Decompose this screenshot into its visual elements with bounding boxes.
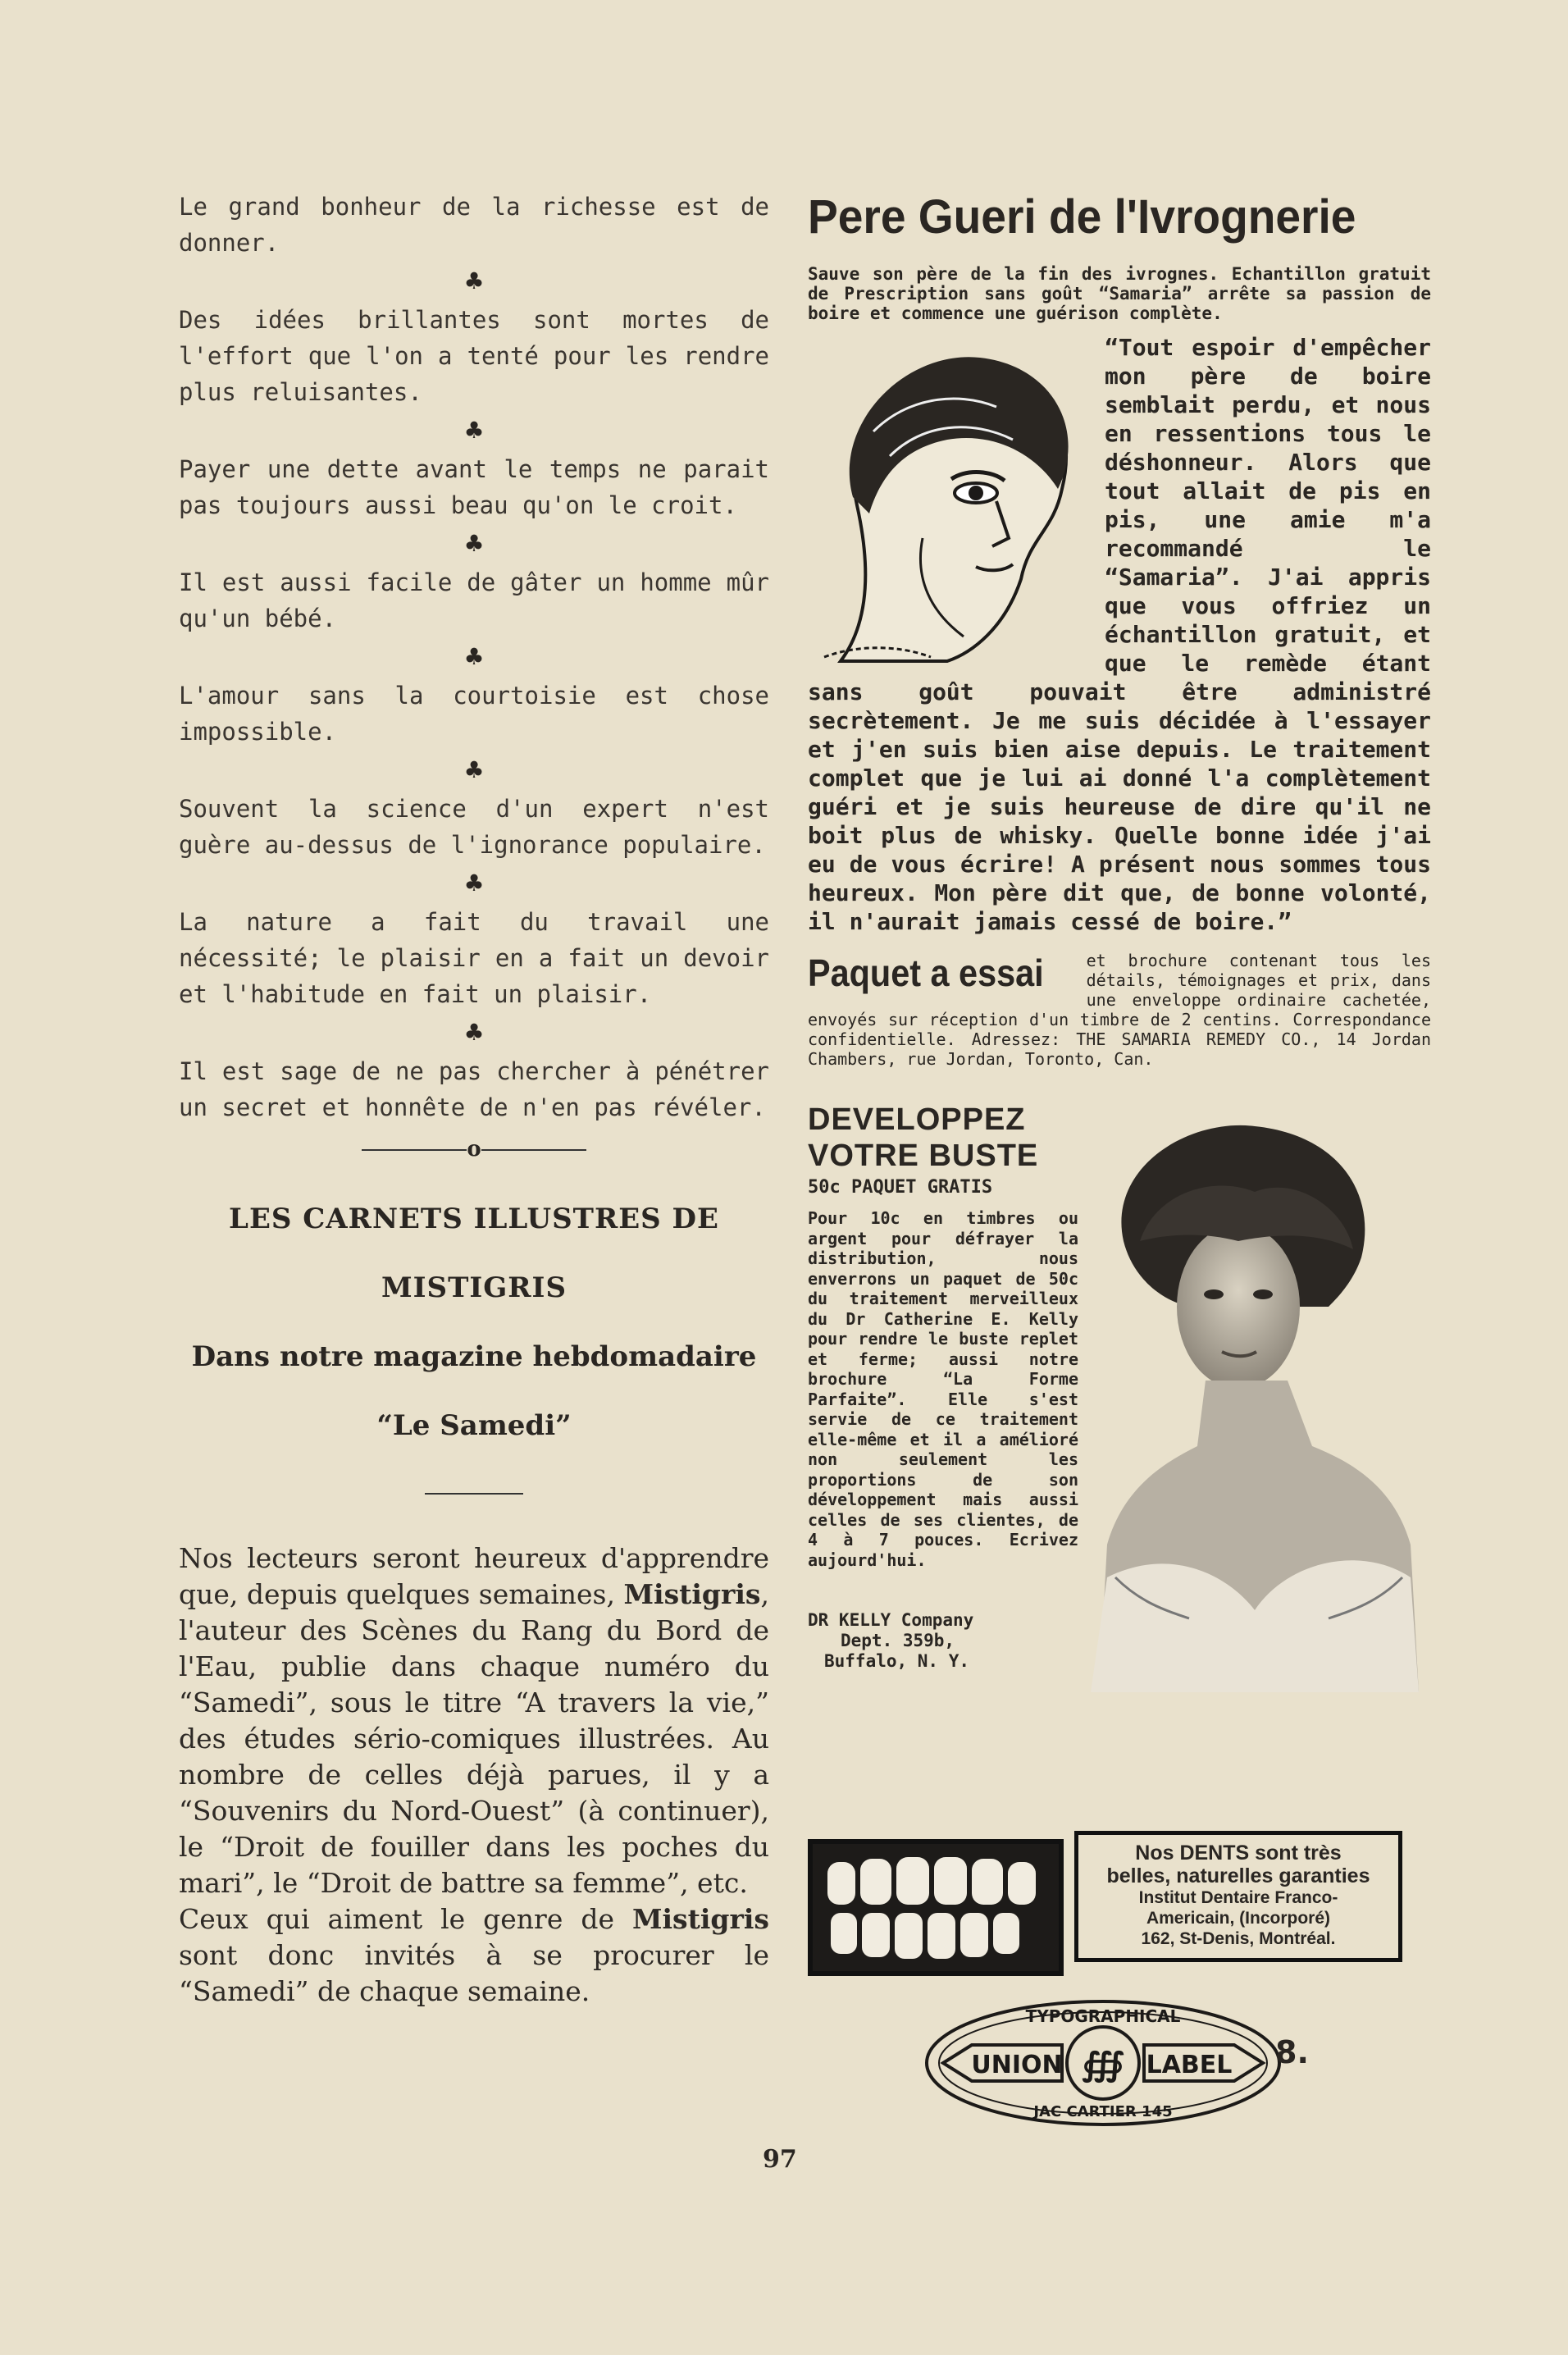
club-ornament-icon: ♣ — [463, 756, 485, 783]
section-divider: o — [179, 1137, 769, 1162]
club-ornament-icon: ♣ — [463, 643, 485, 670]
buste-headline-2: VOTRE BUSTE — [808, 1139, 1039, 1173]
carnets-body-paragraph-2: Ceux qui aiment le genre de Mistigris sont donc invités à se procurer le “Samedi” de chaque semaine. — [179, 1903, 769, 2007]
svg-text:∰: ∰ — [1081, 2046, 1125, 2083]
club-ornament-icon: ♣ — [463, 530, 485, 557]
maxim-6: Souvent la science d'un expert n'est guère au-dessus de l'ignorance populaire. — [179, 795, 769, 859]
buste-headline-1: DEVELOPPEZ — [808, 1102, 1026, 1137]
carnets-title: LES CARNETS ILLUSTRES DE — [229, 1203, 719, 1235]
woman-photo-icon — [1091, 1118, 1419, 1692]
carnets-body-paragraph-1: Nos lecteurs seront heureux d'apprendre que, depuis quelques semaines, Mistigris, l'auteur des Scènes du Rang du Bord de l'Eau, publie dans chaque numéro du “Samedi”, sous le titre “A travers la vie,” des études sério-comiques illustrées. Au nombre de celles déjà parues, il y a “Souvenirs du Nord-Ouest” (à continuer), le “Droit de fouiller dans les poches du mari”, le “Droit de battre sa femme”, etc. — [179, 1542, 769, 1899]
paquet-essai — [808, 951, 1431, 1069]
maxim-7: La nature a fait du travail une nécessité; le plaisir en a fait un devoir et l'habitude en fait un plaisir. — [179, 908, 769, 1008]
maxim-4: Il est aussi facile de gâter un homme mûr qu'un bébé. — [179, 568, 769, 632]
maxim-5: L'amour sans la courtoisie est chose impossible. — [179, 682, 769, 746]
svg-text:JAC CARTIER 145: JAC CARTIER 145 — [1033, 2103, 1173, 2120]
club-ornament-icon: ♣ — [463, 1019, 485, 1046]
buste-address: DR KELLY Company Dept. 359b, Buffalo, N. Y. — [808, 1610, 974, 1671]
right-column — [808, 189, 1431, 1700]
carnets-title-mistigris: MISTIGRIS — [381, 1271, 567, 1304]
page-number: 97 — [763, 2145, 797, 2174]
club-ornament-icon: ♣ — [463, 869, 485, 897]
maxim-8: Il est sage de ne pas chercher à pénétrer un secret et honnête de n'en pas révéler. — [179, 1057, 769, 1121]
teeth-icon — [808, 1839, 1064, 1976]
dents-text-box: Nos DENTS sont très belles, naturelles garanties Institut Dentaire Franco- Americain, (Incorporé) 162, St-Denis, Montréal. — [1074, 1831, 1402, 1962]
samaria-ad-title: Pere Gueri de l'Ivrognerie — [808, 190, 1356, 244]
maxim-3: Payer une dette avant le temps ne parait pas toujours aussi beau qu'on le croit. — [179, 455, 769, 519]
club-ornament-icon: ♣ — [463, 417, 485, 444]
svg-text:UNION: UNION — [971, 2051, 1063, 2079]
samaria-ad-body — [808, 333, 1431, 936]
samaria-ad-lead: Sauve son père de la fin des ivrognes. Echantillon gratuit de Prescription sans goût “Samaria” arrête sa passion de boire et commence une guérison complète. — [808, 264, 1431, 323]
buste-subheadline: 50c PAQUET GRATIS — [808, 1177, 993, 1198]
short-rule — [425, 1493, 523, 1495]
carnets-magazine-name: “Le Samedi” — [376, 1409, 572, 1442]
svg-text:LABEL: LABEL — [1146, 2051, 1233, 2079]
buste-text: Pour 10c en timbres ou argent pour défrayer la distribution, nous enverrons un paquet de 50c du traitement merveilleux du Dr Catherine E. Kelly pour rendre le buste replet et ferme; aussi notre brochure “La Forme Parfaite”. Elle s'est servie de ce traitement elle-même et il a amélioré non seulement les proportions de son développement mais aussi celles de ses clientes, de 4 à 7 pouces. Ecrivez aujourd'hui. — [808, 1208, 1078, 1570]
label-number: 8. — [1275, 2034, 1309, 2070]
left-column — [179, 189, 769, 2010]
maxim-1: Le grand bonheur de la richesse est de donner. — [179, 193, 769, 257]
union-label-icon — [923, 1997, 1283, 2129]
paquet-title: Paquet a essai — [808, 952, 1044, 994]
buste-ad — [808, 1102, 1431, 1700]
club-ornament-icon: ♣ — [463, 267, 485, 294]
maxim-2: Des idées brillantes sont mortes de l'effort que l'on a tenté pour les rendre plus reluisantes. — [179, 306, 769, 406]
paquet-text: et brochure contenant tous les détails, témoignages et prix, dans une enveloppe ordinaire cachetée, envoyés sur réception d'un timbre de 2 centins. Correspondance confidentielle. Adressez: THE SAMARIA REMEDY CO., 14 Jordan Chambers, rue Jordan, Toronto, Can. — [808, 951, 1431, 1069]
svg-text:TYPOGRAPHICAL: TYPOGRAPHICAL — [1025, 2006, 1181, 2026]
dents-ad — [808, 1831, 1423, 1970]
carnets-subtitle: Dans notre magazine hebdomadaire — [191, 1340, 757, 1373]
samaria-testimonial: “Tout espoir d'empêcher mon père de boire semblait perdu, et nous en ressentions tous le déshonneur. Alors que tout allait de pis en pis, une amie m'a recommandé le “Samaria”. J'ai appris que vous offriez un échantillon gratuit, et que le remède étant sans goût pouvait être administré secrètement. Je me suis décidée à l'essayer et j'en suis bien aise depuis. Le traitement complet que je lui ai donné l'a complètement guéri et je suis heureuse de dire qu'il ne boit plus de whisky. Quelle bonne idée j'ai eu de vous écrire! A présent nous sommes tous heureux. Mon père dit que, de bonne volonté, il n'aurait jamais cessé de boire.” — [808, 334, 1431, 935]
woman-portrait-icon — [808, 333, 1095, 669]
